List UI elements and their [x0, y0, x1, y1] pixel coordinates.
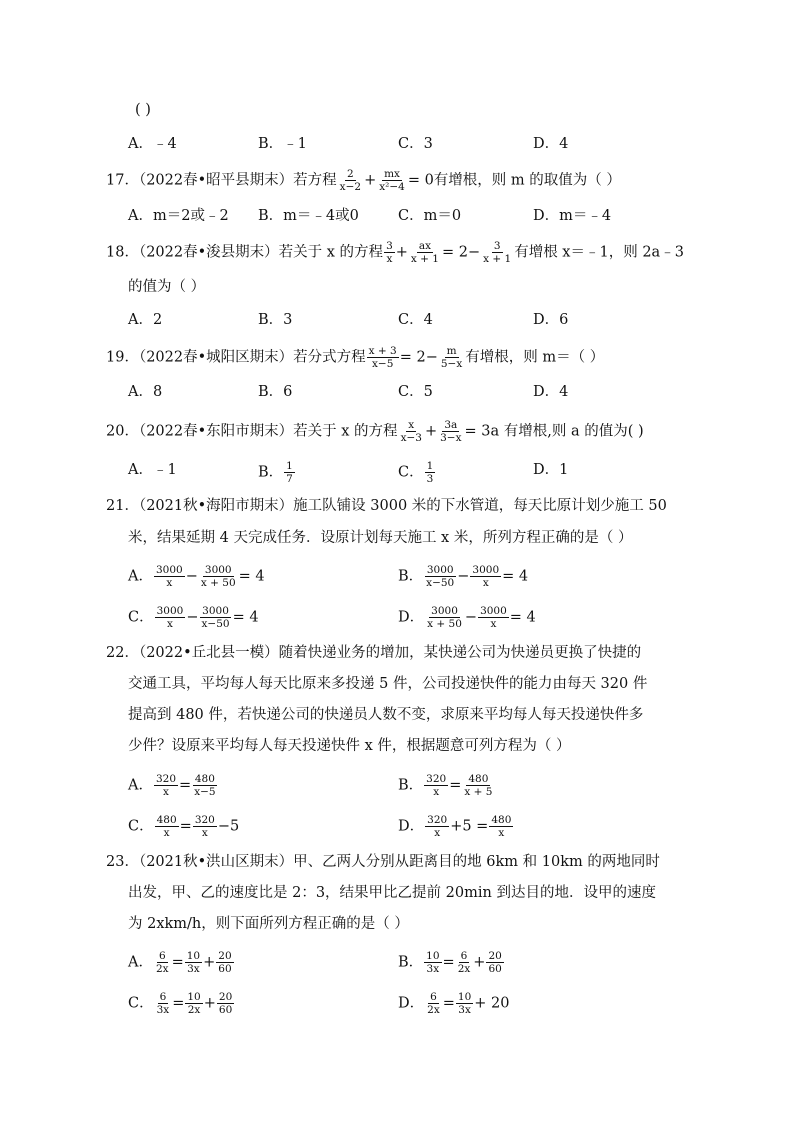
- question-17: 17．（2022春•昭平县期末）若方程 $\frac{2}{x-2}$ + $\frac{mx}{\text{x²−4}}$ = 0有增根，则 m 的取值为（ ）: [106, 168, 621, 193]
- q19-option-d: D．4: [533, 384, 569, 400]
- q17-option-d: D．m＝﹣4: [533, 208, 612, 224]
- q22-option-d: D． $\frac{320}{x}$ +5 = $\frac{480}{x}$: [398, 814, 512, 839]
- q22-option-b: B． $\frac{320}{x}$ = $\frac{480}{x + 5}$: [398, 773, 493, 798]
- q19-fraction-1: $\frac{x + 3}{x-5}$: [368, 345, 397, 370]
- q18-option-c: C．4: [398, 312, 433, 328]
- q20-option-d: D．1: [533, 462, 569, 478]
- question-23-line-2: 出发，甲、乙的速度比是 2：3，结果甲比乙提前 20min 到达目的地．设甲的速度: [128, 885, 656, 901]
- q20-option-c-fraction: $\frac{1}{3}$: [426, 460, 434, 485]
- q17-option-c: C．m＝0: [398, 208, 462, 224]
- q21-option-c: C． $\frac{3000}{x}$ − $\frac{3000}{x-50}$ = 4: [128, 605, 259, 630]
- q23-option-a: A． $\frac{6}{2x}$ = $\frac{10}{3x}$ + $\frac{20}{60}$: [128, 950, 232, 975]
- q17-fraction-2: $\frac{mx}{\text{x²−4}}$: [379, 168, 405, 193]
- q20-fraction-1: $\frac{x}{x-3}$: [400, 419, 422, 444]
- q23-option-b: B． $\frac{10}{3x}$ = $\frac{6}{2x}$ + $\frac{20}{60}$: [398, 950, 502, 975]
- q20-option-b: B． $\frac{1}{7}$: [258, 460, 293, 485]
- question-22-line-2: 交通工具，平均每人每天比原来多投递 5 件，公司投递快件的能力由每天 320 件: [128, 676, 648, 692]
- q21-option-b: B． $\frac{3000}{x-50}$ − $\frac{3000}{x}$ = 4: [398, 564, 529, 589]
- question-19: 19．（2022春•城阳区期末）若分式方程 $\frac{x + 3}{x-5}$ = 2− $\frac{m}{5-x}$ 有增根，则 m＝（ ）: [106, 345, 605, 370]
- q16-option-a: A．﹣4: [128, 136, 177, 152]
- q16-paren: ( ): [135, 102, 151, 118]
- q17-fraction-1: $\frac{2}{x-2}$: [339, 168, 362, 193]
- q19-option-c: C．5: [398, 384, 433, 400]
- q17-option-b: B．m＝﹣4或0: [258, 208, 359, 224]
- question-22-line-1: 22．（2022•丘北县一模）随着快递业务的增加，某快递公司为快递员更换了快捷的: [106, 645, 642, 661]
- q16-option-c: C．3: [398, 136, 433, 152]
- q16-option-d: D．4: [533, 136, 569, 152]
- question-23-line-1: 23．（2021秋•洪山区期末）甲、乙两人分别从距离目的地 6km 和 10km 的两地同时: [106, 854, 660, 870]
- question-21-line-1: 21．（2021秋•海阳市期末）施工队铺设 3000 米的下水管道，每天比原计划少施工 50: [106, 498, 667, 514]
- question-21-line-2: 米，结果延期 4 天完成任务．设原计划每天施工 x 米，所列方程正确的是（ ）: [128, 530, 633, 546]
- q18-option-b: B．3: [258, 312, 293, 328]
- q21-option-d: D． $\frac{3000}{x + 50}$ − $\frac{3000}{x}$ = 4: [398, 605, 536, 630]
- q19-option-a: A．8: [128, 384, 163, 400]
- q18-option-d: D．6: [533, 312, 569, 328]
- question-20: 20．（2022春•东阳市期末）若关于 x 的方程 $\frac{x}{x-3}$ + $\frac{3a}{3-x}$ = 3a 有增根,则 a 的值为( ): [106, 419, 644, 444]
- q18-fraction-2: $\frac{ax}{x + 1}$: [410, 240, 439, 265]
- question-23-line-3: 为 2xkm/h，则下面所列方程正确的是（ ）: [128, 916, 409, 932]
- q20-option-a: A．﹣1: [128, 462, 177, 478]
- q23-option-d: D． $\frac{6}{2x}$ = $\frac{10}{3x}$ + 20: [398, 991, 510, 1016]
- q19-option-b: B．6: [258, 384, 293, 400]
- q20-fraction-2: $\frac{3a}{3-x}$: [440, 419, 462, 444]
- q20-option-c: C． $\frac{1}{3}$: [398, 460, 434, 485]
- q21-option-a: A． $\frac{3000}{x}$ − $\frac{3000}{x + 50}$ = 4: [128, 564, 265, 589]
- question-22-line-3: 提高到 480 件，若快递公司的快递员人数不变，求原来平均每人每天投递快件多: [128, 707, 644, 723]
- q18-fraction-3: $\frac{3}{x + 1}$: [483, 240, 512, 265]
- q18-option-a: A．2: [128, 312, 163, 328]
- q22-option-c: C． $\frac{480}{x}$ = $\frac{320}{x}$ −5: [128, 814, 240, 839]
- q18-line-2: 的值为（ ）: [128, 279, 206, 295]
- q18-fraction-1: $\frac{3}{x}$: [386, 240, 393, 265]
- question-18: 18．（2022春•浚县期末）若关于 x 的方程 $\frac{3}{x}$ + $\frac{ax}{x + 1}$ = 2− $\frac{3}{x + 1}$ 有增根 x＝﹣1，则 2a﹣3: [106, 240, 684, 265]
- question-22-line-4: 少件？设原来平均每人每天投递快件 x 件，根据题意可列方程为（ ）: [128, 738, 571, 754]
- q17-option-a: A．m＝2或﹣2: [128, 208, 229, 224]
- q23-option-c: C． $\frac{6}{3x}$ = $\frac{10}{2x}$ + $\frac{20}{60}$: [128, 991, 233, 1016]
- q16-option-b: B．﹣1: [258, 136, 307, 152]
- q19-fraction-2: $\frac{m}{5-x}$: [440, 345, 463, 370]
- q20-option-b-fraction: $\frac{1}{7}$: [286, 460, 293, 485]
- q22-option-a: A． $\frac{320}{x}$ = $\frac{480}{x-5}$: [128, 773, 216, 798]
